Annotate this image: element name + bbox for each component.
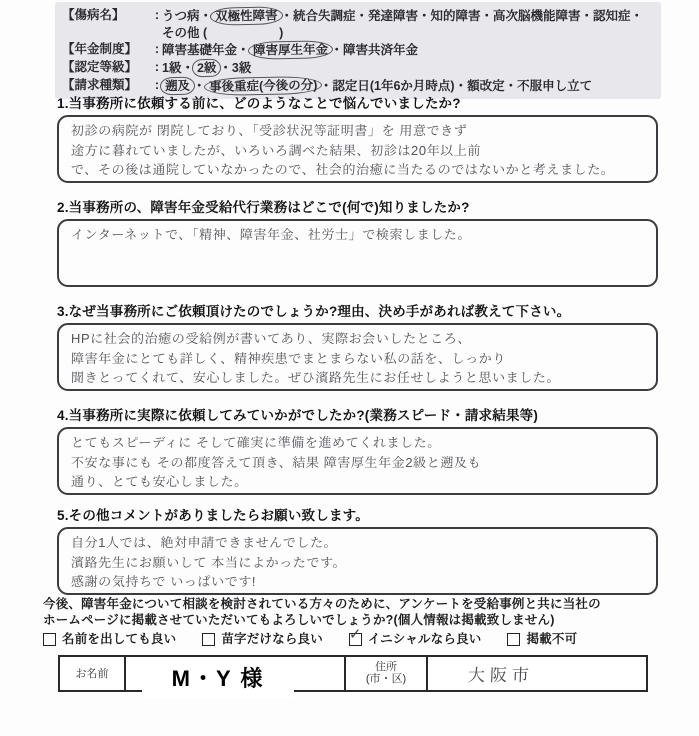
checkbox-unchecked-icon <box>202 633 215 646</box>
option-full-name-ok <box>43 632 176 648</box>
respondent-initials: M・Y 様 <box>142 658 294 698</box>
handwritten-line: 不安な事にも その都度答えて頂き、結果 障害厚生年金2級と遡及も <box>70 454 482 470</box>
name-value-cell <box>126 657 346 690</box>
question-title: 2.当事務所の、障害年金受給代行業務はどこで(何で)知りましたか? <box>57 200 470 215</box>
option-label: 掲載不可 <box>526 632 578 646</box>
handwritten-line: HPに社会的治癒の受給例が書いてあり、実際お会いしたところ、 <box>70 331 472 346</box>
handwritten-line: 初診の病院が 閉院しており、「受診状況等証明書」を 用意できず <box>70 123 468 138</box>
checkbox-checked-icon <box>348 626 362 646</box>
field-pension-system <box>62 41 655 59</box>
case-summary-header <box>55 2 661 99</box>
circled-option: 障害厚生年金 <box>247 40 332 59</box>
answer-box <box>57 427 658 495</box>
field-value <box>162 41 655 59</box>
option-label: イニシャルなら良い <box>367 632 482 646</box>
consent-text-line: 今後、障害年金について相談を検討されている方々のために、アンケートを受給事例と共に当社の <box>43 597 601 611</box>
question-section-2 <box>57 196 658 287</box>
handwritten-line: 障害年金にとても詳しく、精神疾患でまとまらない私の話を、しっかり <box>70 350 507 366</box>
other-option-text: ) <box>279 26 284 40</box>
handwritten-line: 聞きとってくれて、安心しました。ぜひ濱路先生にお任せしようと思いました。 <box>70 370 561 385</box>
address-label: 住所 <box>375 660 397 673</box>
option-initials-ok <box>348 626 482 648</box>
address-value-cell <box>428 657 646 690</box>
option-text: 障害基礎年金・ <box>162 43 250 57</box>
name-label-cell <box>60 657 126 690</box>
publication-options-row <box>43 626 658 648</box>
field-disease-name <box>62 7 655 41</box>
answer-box <box>57 323 658 391</box>
colon: : <box>154 60 160 74</box>
handwritten-line: インターネットで、「精神、障害年金、社労士」で検索しました。 <box>70 227 472 242</box>
option-no-publication <box>507 632 577 648</box>
address-label-cell <box>346 657 428 690</box>
question-title: 4.当事務所に実際に依頼してみていかがでしたか?(業務スピード・請求結果等) <box>57 408 539 423</box>
handwritten-line: で、その後は通院していなかったので、社会的治癒に当たるのではないかと考えました。 <box>70 162 615 177</box>
other-option-text: その他 ( <box>162 26 208 40</box>
circled-option: 2級 <box>192 59 222 78</box>
option-text: ・3級 <box>219 61 252 75</box>
consent-text-line: ホームページに掲載させていただいてもよろしいでしょうか?(個人情報は掲載致しません) <box>43 612 555 627</box>
checkbox-unchecked-icon <box>507 633 520 646</box>
field-label: 【請求種類】 <box>62 78 138 92</box>
question-title: 5.その他コメントがありましたらお願い致します。 <box>57 508 369 523</box>
question-section-3 <box>57 300 658 391</box>
field-value <box>162 59 655 77</box>
name-label: お名前 <box>75 668 109 680</box>
question-section-4 <box>57 404 658 495</box>
field-value <box>162 7 655 41</box>
option-separator: ・ <box>193 79 206 93</box>
option-text: 1級・ <box>162 61 194 75</box>
option-surname-ok <box>202 632 323 648</box>
publication-consent-note <box>43 597 658 648</box>
circled-option: 事後重症(今後の分) <box>203 76 322 96</box>
question-section-5 <box>57 504 658 595</box>
handwritten-line: 途方に暮れていましたが、いろいろ調べた結果、初診は20年以上前 <box>70 142 482 158</box>
address-label-sub: (市・区) <box>365 673 407 685</box>
circled-option: 双極性障害 <box>210 6 283 25</box>
checkbox-unchecked-icon <box>43 633 56 646</box>
question-title: 3.なぜ当事務所にご依頼頂けたのでしょうか?理由、決め手があれば教えて下さい。 <box>57 304 571 319</box>
option-label: 名前を出しても良い <box>62 632 177 646</box>
colon: : <box>154 78 160 92</box>
handwritten-line: 通り、とても安心しました。 <box>70 474 248 489</box>
handwritten-line: 自分1人では、絶対申請できませんでした。 <box>70 535 338 550</box>
question-section-1 <box>57 92 658 183</box>
option-text: ・統合失調症・発達障害・知的障害・高次脳機能障害・認知症・ <box>280 9 644 23</box>
option-text: うつ病・ <box>162 9 213 23</box>
handwritten-check-mark: ✓ <box>348 626 362 644</box>
field-label: 【傷病名】 <box>62 8 125 22</box>
option-text: ・認定日(1年6か月時点)・額改定・不服申し立て <box>319 79 593 93</box>
colon: : <box>154 8 160 22</box>
answer-box <box>57 527 658 595</box>
questionnaire-body <box>43 92 658 692</box>
answer-box <box>57 115 658 183</box>
field-certified-grade <box>62 59 655 77</box>
circled-option: 遡及 <box>160 77 195 96</box>
field-label: 【認定等級】 <box>62 60 138 74</box>
answer-box <box>57 219 658 287</box>
respondent-table <box>58 655 648 692</box>
handwritten-address: 大阪市 <box>467 665 535 685</box>
handwritten-line: 感謝の気持ちで いっぱいです! <box>70 574 257 589</box>
field-label: 【年金制度】 <box>62 42 138 56</box>
colon: : <box>154 42 160 56</box>
handwritten-line: 濱路先生にお願いして 本当によかったです。 <box>70 554 347 570</box>
option-label: 苗字だけなら良い <box>221 632 323 646</box>
handwritten-line: とてもスピーディに そして確実に準備を進めてくれました。 <box>70 435 441 450</box>
option-text: ・障害共済年金 <box>330 43 419 57</box>
question-title: 1.当事務所に依頼する前に、どのようなことで悩んでいましたか? <box>57 96 461 111</box>
